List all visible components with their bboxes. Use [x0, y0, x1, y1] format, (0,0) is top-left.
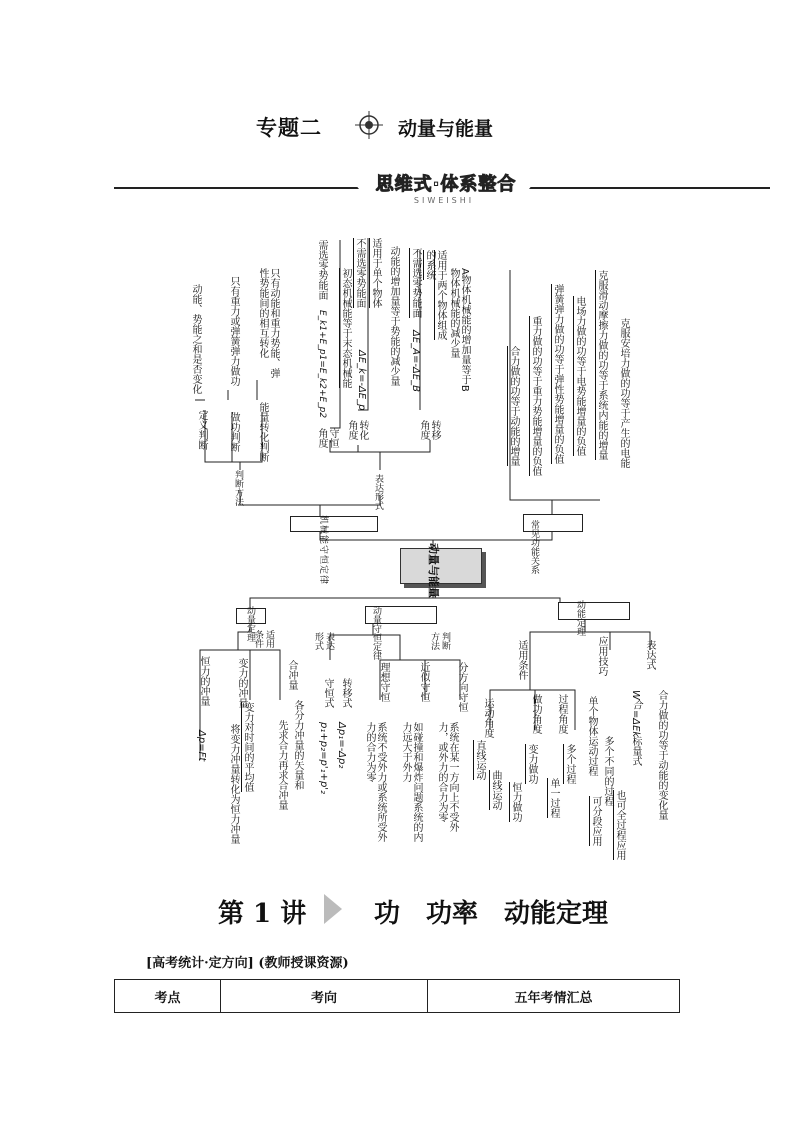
- kinetic-tip3: 可分段应用: [590, 796, 601, 846]
- transform-single: 适用于单个物体: [370, 238, 381, 308]
- impulse-hub-label: 动量定理: [245, 606, 255, 642]
- judge-item-1-desc: 动能、势能之和是否变化: [190, 284, 201, 394]
- impulse-variable: 变力的冲量: [236, 658, 247, 708]
- transfer-noneed: 不需选零势能面: [410, 248, 421, 318]
- chapter-subtitle: 动量与能量: [398, 118, 494, 140]
- kinetic-cw: 恒力做功: [510, 782, 521, 822]
- chapter-title: 专题二: [256, 116, 322, 140]
- transfer-formula: ΔE_A=-ΔE_B: [410, 330, 421, 393]
- lesson-number: 第 1 讲: [218, 899, 307, 929]
- kinetic-single: 单一过程: [548, 778, 559, 818]
- momentum-hub-label: 动量守恒定律: [371, 606, 381, 660]
- func-hub-label: 常见功能关系: [529, 520, 539, 574]
- momentum-f-sh: p₁+p₂=p'₁+p'₂: [318, 722, 329, 795]
- conserve-desc: 初态机械能等于末态机械能: [340, 268, 351, 388]
- kinetic-line: 直线运动: [474, 740, 485, 780]
- momentum-zy: 转移式: [340, 678, 351, 708]
- momentum-d-approx: 如碰撞和爆炸问题系统的内力远大于外力: [400, 722, 422, 842]
- kinetic-formula: W合=ΔEk: [630, 690, 641, 738]
- center-node: 动量与能量: [400, 548, 482, 584]
- momentum-ideal: 理想守恒: [378, 662, 389, 702]
- kinetic-tips: 应用技巧: [596, 636, 607, 676]
- kinetic-process: 过程角度: [556, 694, 567, 734]
- func-item-1: 合力做的功等于动能的增量: [508, 346, 519, 466]
- judge-item-2-desc: 只有重力或弹簧弹力做功: [228, 276, 239, 386]
- col-summary: 五年考情汇总: [428, 980, 680, 1013]
- kinetic-tip1: 单个物体运动过程: [586, 696, 597, 776]
- chevron-right-icon: [322, 892, 346, 930]
- func-item-4: 电场力做的功等于电势能增量的负值: [574, 296, 585, 456]
- lesson-topic: 功 功率 动能定理: [374, 899, 609, 929]
- transfer-desc: A物体机械能的增加量等于B物体机械能的减少量: [448, 268, 470, 392]
- kinetic-tip2: 多个不同的过程: [602, 736, 613, 806]
- kinetic-expr-desc: 合力做的功等于动能的变化量: [656, 690, 667, 820]
- momentum-f-zy: Δp₁=-Δp₂: [336, 722, 347, 769]
- kinetic-motion: 运动角度: [482, 698, 493, 738]
- impulse-constant: 恒力的冲量: [198, 656, 209, 706]
- ribbon-title: 思维式·体系整合: [375, 174, 517, 195]
- momentum-comp: 分方向守恒: [456, 662, 467, 712]
- judge-item-2: 做功判断: [228, 412, 239, 452]
- col-kaoxiang: 考向: [221, 980, 428, 1013]
- judge-item-3-desc: 只有动能和重力势能、弹性势能间的相互转化: [257, 268, 279, 378]
- exam-table: [114, 979, 680, 1013]
- judge-item-1: 定义判断: [196, 410, 207, 450]
- exam-stats-label: [高考统计·定方向] (教师授课资源): [146, 956, 349, 971]
- momentum-approx: 近似守恒: [418, 662, 429, 702]
- mech-energy-hub-label: 机械能守恒定律: [318, 515, 328, 586]
- kinetic-vw: 变力做功: [526, 744, 537, 784]
- conserve-formula: E_k1+E_p1=E_k2+E_p2: [317, 310, 327, 419]
- impulse-cond: 适用条件: [253, 630, 274, 648]
- ribbon-subtitle: SIWEISHI: [413, 196, 475, 205]
- impulse-total: 合冲量: [286, 660, 297, 690]
- transform-desc: 动能的增加量等于势能的减少量: [388, 246, 399, 386]
- impulse-t2: 各分力冲量的矢量和: [292, 700, 303, 790]
- func-item-6: 克服安培力做的功等于产生的电能: [618, 318, 629, 468]
- momentum-sh: 守恒式: [322, 678, 333, 708]
- func-item-5: 克服滑动摩擦力做的功等于系统内能的增量: [596, 270, 607, 460]
- func-item-2: 重力做的功等于重力势能增量的负值: [530, 316, 541, 476]
- impulse-t1: 先求合力再求合冲量: [276, 720, 287, 810]
- momentum-judge: 判断方法: [429, 632, 450, 650]
- kinetic-std: 标量式: [630, 736, 641, 766]
- mech-judge-label: 判断方法: [233, 470, 243, 506]
- kinetic-multi: 多个过程: [564, 744, 575, 784]
- momentum-d-comp: 系统在某一方向上不受外力，或外力的合力为零: [436, 722, 458, 832]
- momentum-expr: 表达形式: [313, 632, 334, 650]
- zhuanhua-angle: 转化角度: [346, 420, 368, 440]
- kinetic-hub-label: 动能定理: [575, 600, 585, 636]
- col-kaodian: 考点: [115, 980, 221, 1013]
- kinetic-cond: 适用条件: [516, 640, 527, 680]
- kinetic-hub: [558, 602, 630, 620]
- kinetic-tip4: 也可全过程应用: [614, 790, 625, 860]
- shouheng-angle: 守恒角度: [316, 428, 338, 448]
- func-item-3: 弹簧弹力做的功等于弹性势能增量的负值: [552, 284, 563, 464]
- kinetic-work: 做功角度: [530, 694, 541, 734]
- transform-noneed: 不需选零势能面: [354, 238, 365, 308]
- momentum-d-ideal: 系统不受外力或系统所受外力的合力为零: [364, 722, 386, 842]
- conserve-need-zero: 需选零势能面: [316, 240, 327, 300]
- mech-energy-hub: [290, 516, 378, 532]
- impulse-f1: Δp=Ft: [196, 730, 207, 762]
- mech-expr-label: 表达形式: [373, 474, 383, 510]
- zhuanyi-angle: 转移角度: [418, 420, 440, 440]
- kinetic-curve: 曲线运动: [490, 770, 501, 810]
- judge-item-3: 能量转化判断: [257, 402, 268, 462]
- transform-formula: ΔE_k=-ΔE_p: [356, 350, 367, 411]
- kinetic-expr: 表达式: [644, 640, 655, 670]
- impulse-v1: 将变力冲量转化为恒力冲量: [228, 724, 239, 844]
- transfer-two: 适用于两个物体组成的系统: [424, 250, 446, 340]
- impulse-v2: 变力对时间的平均值: [242, 702, 253, 792]
